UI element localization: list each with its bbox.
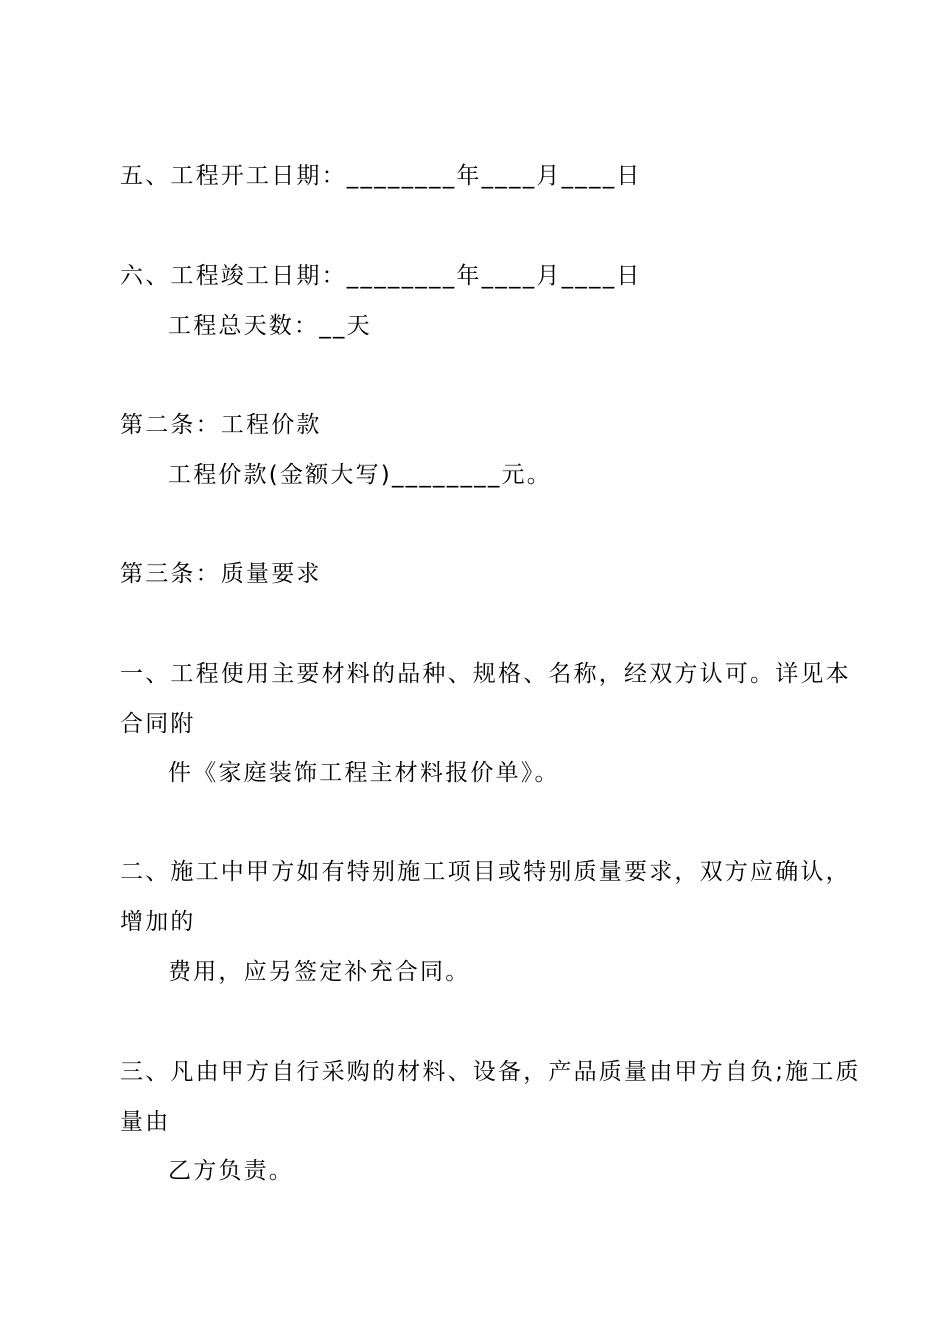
clause-one-line-2: 合同附	[120, 711, 196, 737]
article-three-heading: 第三条：质量要求	[120, 561, 322, 587]
clause-one-line-1: 一、工程使用主要材料的品种、规格、名称，经双方认可。详见本	[120, 661, 851, 687]
start-date-line: 五、工程开工日期：________年____月____日	[120, 163, 642, 189]
clause-one-line-3: 件《家庭装饰工程主材料报价单》。	[168, 760, 560, 786]
clause-three-line-1: 三、凡由甲方自行采购的材料、设备，产品质量由甲方自负;施工质	[120, 1059, 861, 1085]
completion-date-line: 六、工程竣工日期：________年____月____日	[120, 263, 642, 289]
total-days-line: 工程总天数：__天	[168, 313, 372, 339]
article-two-heading: 第二条：工程价款	[120, 412, 322, 438]
clause-three-line-3: 乙方负责。	[168, 1158, 294, 1184]
clause-two-line-3: 费用，应另签定补充合同。	[168, 959, 471, 985]
clause-two-line-2: 增加的	[120, 909, 196, 935]
clause-two-line-1: 二、施工中甲方如有特别施工项目或特别质量要求，双方应确认，	[120, 859, 851, 885]
price-line: 工程价款(金额大写)________元。	[168, 462, 552, 488]
clause-three-line-2: 量由	[120, 1109, 171, 1135]
